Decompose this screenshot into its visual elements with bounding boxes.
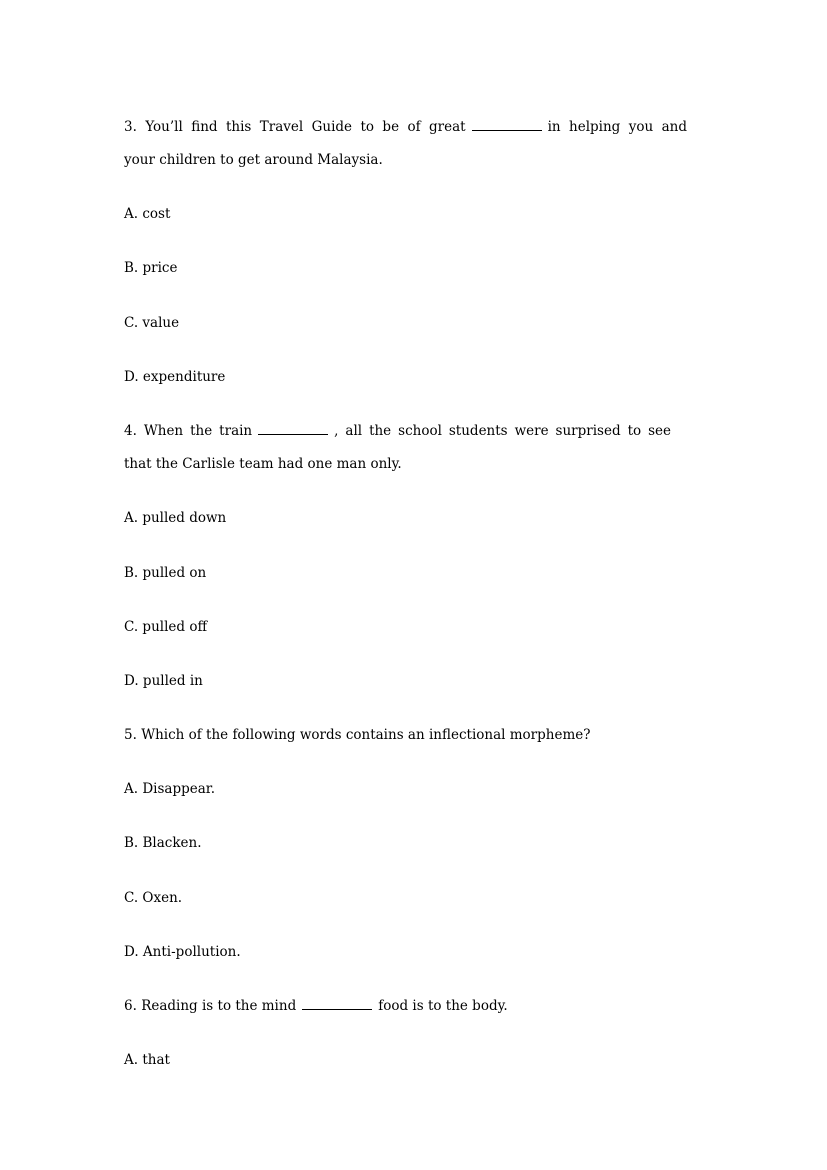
question-4-text-after: , all the school students were surprised to see [334,423,671,439]
question-6-option-a: A. that [124,1052,170,1068]
question-4-option-d: D. pulled in [124,673,203,689]
question-4-option-b: B. pulled on [124,565,207,581]
question-5-option-d: D. Anti-pollution. [124,944,241,960]
question-6-blank [302,998,372,1010]
question-5-option-b: B. Blacken. [124,835,202,851]
question-4-option-c: C. pulled off [124,619,208,635]
question-3-line-1 [124,119,687,135]
question-3-text-after: in helping you and [547,119,687,135]
question-6-text-before: Reading is to the mind [141,998,297,1014]
question-3-option-b: B. price [124,260,178,276]
question-3-blank [472,119,542,131]
question-6-text-after: food is to the body. [378,998,508,1014]
question-6-line-1 [124,998,508,1014]
question-3-text-before: You’ll find this Travel Guide to be of great [145,119,466,135]
question-5-line-1 [124,727,590,743]
question-5-option-c: C. Oxen. [124,890,183,906]
question-3-option-d: D. expenditure [124,369,226,385]
question-3-number: 3. [124,119,137,135]
question-4-line-1 [124,423,671,439]
question-4-blank [258,423,328,435]
question-4-text-before: When the train [143,423,253,439]
question-3-option-c: C. value [124,315,180,331]
question-4-line-2: that the Carlisle team had one man only. [124,456,402,472]
question-5-text: Which of the following words contains an inflectional morpheme? [141,727,591,743]
question-4-option-a: A. pulled down [124,510,227,526]
question-5-option-a: A. Disappear. [124,781,216,797]
question-4-number: 4. [124,423,137,439]
question-5-number: 5. [124,727,137,743]
question-3-line-2: your children to get around Malaysia. [124,152,383,168]
question-3-option-a: A. cost [124,206,171,222]
question-6-number: 6. [124,998,137,1014]
